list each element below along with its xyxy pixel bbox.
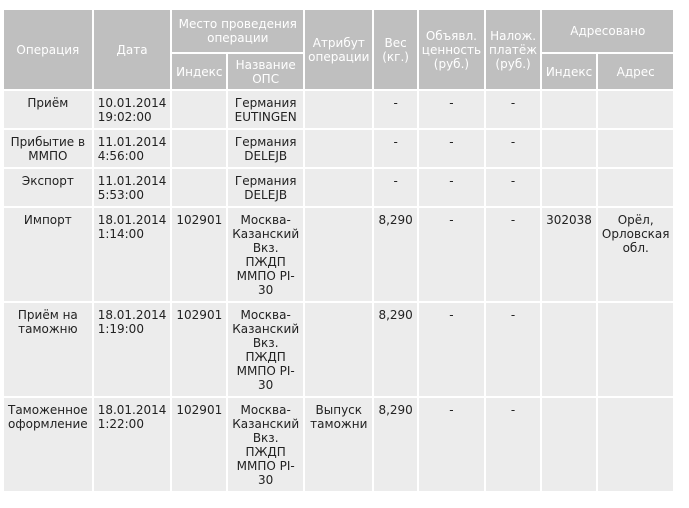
cell-index: 102901 xyxy=(172,208,226,301)
cell-date: 11.01.2014 4:56:00 xyxy=(94,130,171,167)
cell-operation: Прибытие в ММПО xyxy=(4,130,92,167)
cell-operation: Приём на таможню xyxy=(4,303,92,396)
cell-cod: - xyxy=(486,130,540,167)
table-row xyxy=(4,303,673,396)
col-header-date: Дата xyxy=(94,10,171,89)
col-header-addr-index: Индекс xyxy=(542,54,596,89)
cell-attribute: Выпуск таможни xyxy=(305,398,372,491)
cell-addr-address xyxy=(598,130,674,167)
cell-cod: - xyxy=(486,398,540,491)
cell-weight: - xyxy=(374,130,416,167)
cell-attribute xyxy=(305,303,372,396)
table-row xyxy=(4,208,673,301)
table-row xyxy=(4,91,673,128)
col-header-addr-address: Адрес xyxy=(598,54,674,89)
cell-date: 18.01.2014 1:14:00 xyxy=(94,208,171,301)
cell-addr-index xyxy=(542,398,596,491)
cell-date: 18.01.2014 1:22:00 xyxy=(94,398,171,491)
table-row xyxy=(4,130,673,167)
cell-operation: Экспорт xyxy=(4,169,92,206)
cell-weight: 8,290 xyxy=(374,398,416,491)
col-header-operation: Операция xyxy=(4,10,92,89)
col-header-cod: Налож. платёж (руб.) xyxy=(486,10,540,89)
cell-date: 11.01.2014 5:53:00 xyxy=(94,169,171,206)
cell-ops-name: Германия DELEJB xyxy=(228,169,303,206)
col-header-place-group: Место проведения операции xyxy=(172,10,303,52)
tracking-history xyxy=(2,8,675,493)
cell-index: 102901 xyxy=(172,398,226,491)
cell-index xyxy=(172,91,226,128)
cell-ops-name: Германия DELEJB xyxy=(228,130,303,167)
cell-weight: 8,290 xyxy=(374,208,416,301)
tracking-table xyxy=(2,8,675,493)
cell-weight: - xyxy=(374,91,416,128)
cell-operation: Таможенное оформление xyxy=(4,398,92,491)
cell-cod: - xyxy=(486,169,540,206)
cell-addr-address xyxy=(598,169,674,206)
cell-declared-value: - xyxy=(419,303,484,396)
cell-declared-value: - xyxy=(419,130,484,167)
col-header-weight: Вес (кг.) xyxy=(374,10,416,89)
cell-addr-index: 302038 xyxy=(542,208,596,301)
table-row xyxy=(4,398,673,491)
cell-attribute xyxy=(305,208,372,301)
cell-addr-address: Орёл, Орловская обл. xyxy=(598,208,674,301)
cell-declared-value: - xyxy=(419,169,484,206)
cell-date: 18.01.2014 1:19:00 xyxy=(94,303,171,396)
col-header-declared-value: Объявл. ценность (руб.) xyxy=(419,10,484,89)
cell-ops-name: Москва-Казанский Вкз. ПЖДП ММПО PI-30 xyxy=(228,303,303,396)
table-row xyxy=(4,169,673,206)
cell-index: 102901 xyxy=(172,303,226,396)
cell-ops-name: Москва-Казанский Вкз. ПЖДП ММПО PI-30 xyxy=(228,398,303,491)
cell-ops-name: Германия EUTINGEN xyxy=(228,91,303,128)
cell-addr-address xyxy=(598,303,674,396)
cell-weight: - xyxy=(374,169,416,206)
cell-cod: - xyxy=(486,303,540,396)
cell-weight: 8,290 xyxy=(374,303,416,396)
cell-ops-name: Москва-Казанский Вкз. ПЖДП ММПО PI-30 xyxy=(228,208,303,301)
cell-addr-address xyxy=(598,91,674,128)
cell-operation: Приём xyxy=(4,91,92,128)
cell-declared-value: - xyxy=(419,398,484,491)
cell-index xyxy=(172,169,226,206)
cell-attribute xyxy=(305,130,372,167)
cell-attribute xyxy=(305,169,372,206)
cell-cod: - xyxy=(486,208,540,301)
col-header-attribute: Атрибут операции xyxy=(305,10,372,89)
col-header-addressed-group: Адресовано xyxy=(542,10,673,52)
col-header-ops-name: Название ОПС xyxy=(228,54,303,89)
cell-addr-index xyxy=(542,91,596,128)
cell-addr-address xyxy=(598,398,674,491)
cell-operation: Импорт xyxy=(4,208,92,301)
cell-addr-index xyxy=(542,303,596,396)
cell-cod: - xyxy=(486,91,540,128)
cell-attribute xyxy=(305,91,372,128)
cell-addr-index xyxy=(542,130,596,167)
cell-date: 10.01.2014 19:02:00 xyxy=(94,91,171,128)
cell-declared-value: - xyxy=(419,91,484,128)
cell-index xyxy=(172,130,226,167)
cell-addr-index xyxy=(542,169,596,206)
col-header-index: Индекс xyxy=(172,54,226,89)
cell-declared-value: - xyxy=(419,208,484,301)
